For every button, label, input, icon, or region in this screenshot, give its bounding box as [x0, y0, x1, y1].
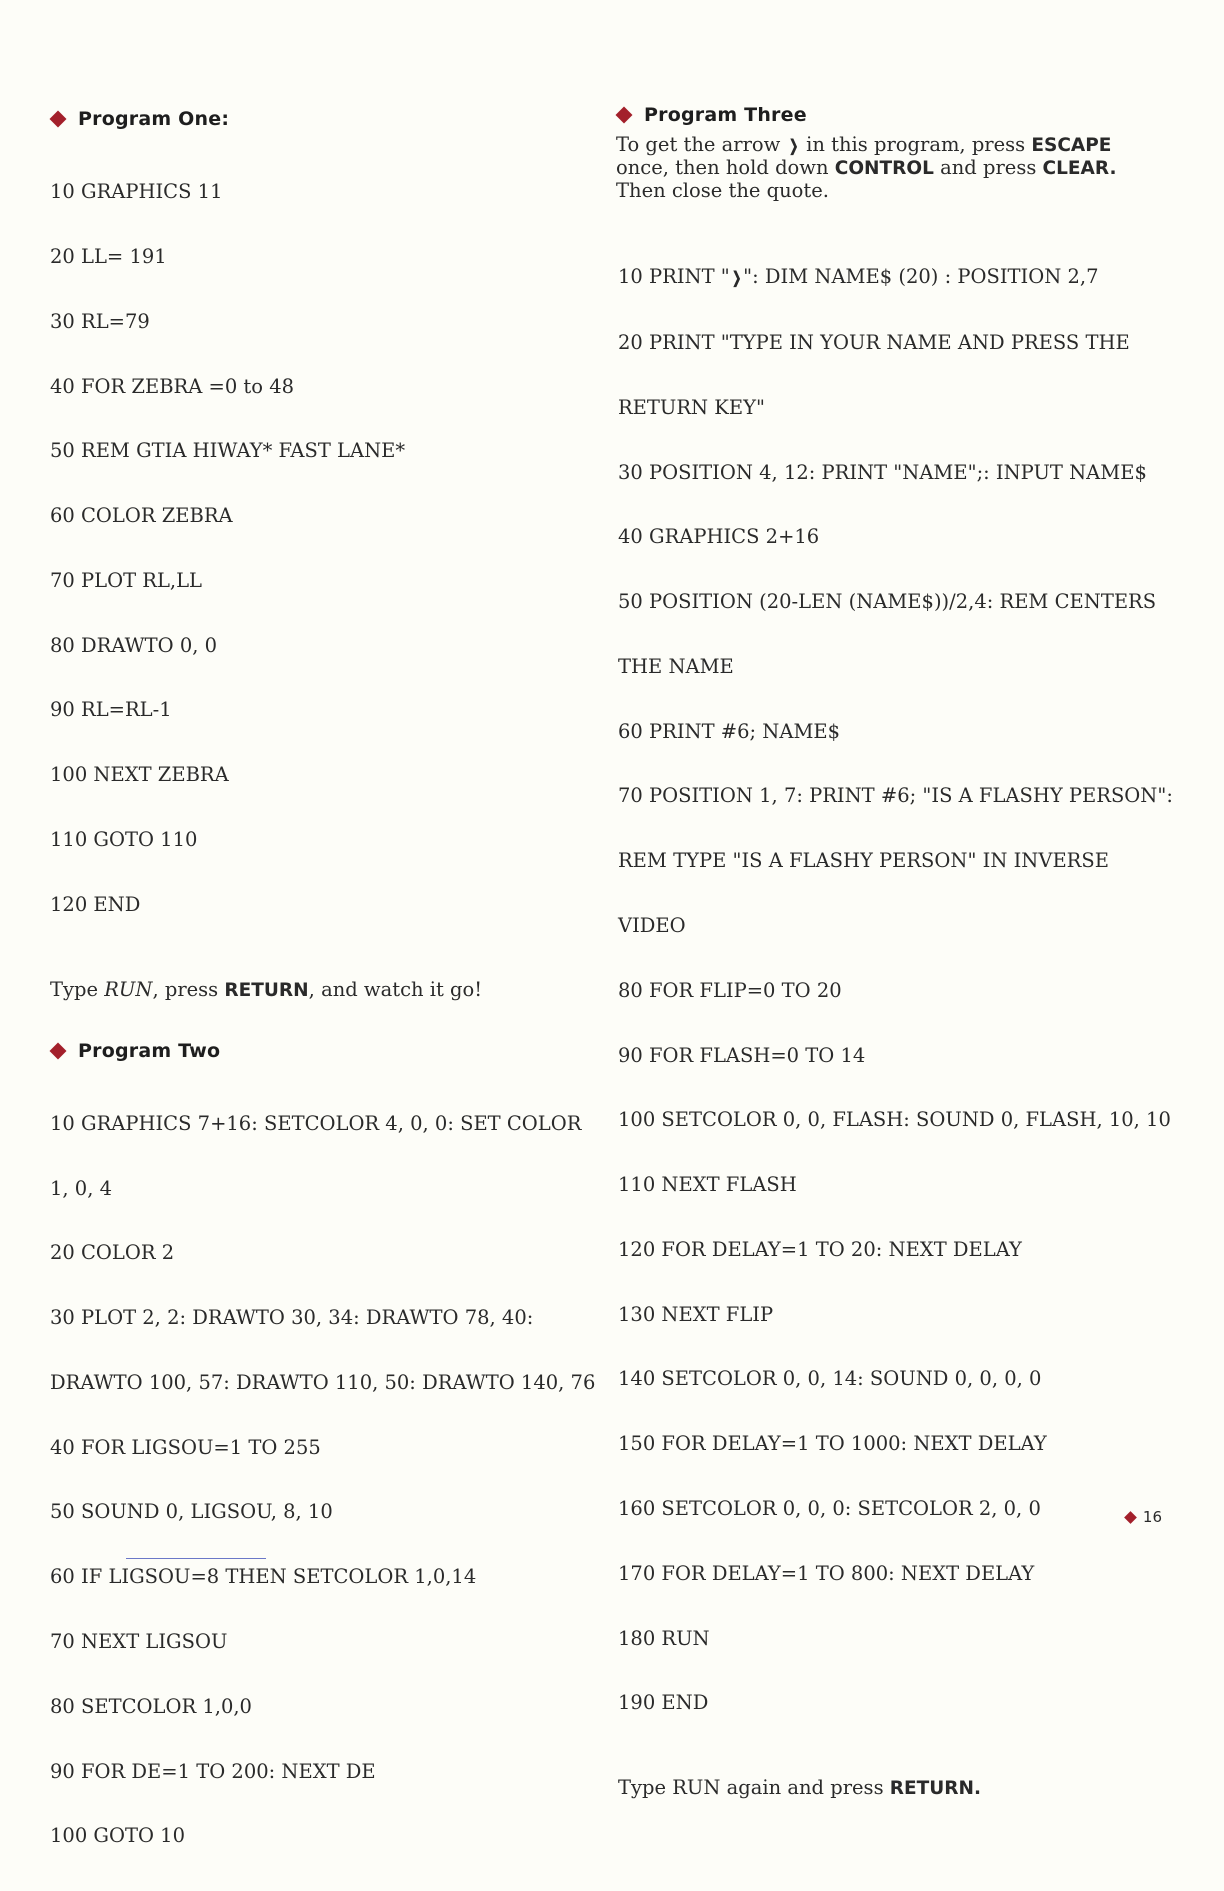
code-line: RETURN KEY": [618, 395, 765, 419]
program-three-intro: [616, 134, 1174, 202]
code-line: 90 RL=RL-1: [50, 698, 172, 722]
code-line: 60 IF LIGSOU=8 THEN SETCOLOR 1,0,14: [50, 1565, 477, 1589]
control-key: CONTROL: [834, 158, 934, 179]
code-line: 110 GOTO 110: [50, 828, 198, 851]
note-text: Type RUN again and press: [618, 1776, 890, 1800]
diamond-bullet-icon: [1124, 1511, 1137, 1524]
code-line: REM TYPE "IS A FLASHY PERSON" IN INVERSE: [618, 849, 1109, 873]
page-number-text: 16: [1142, 1508, 1162, 1526]
left-column: [48, 104, 596, 1890]
program-two-section: [48, 1039, 596, 1891]
diamond-bullet-icon: [616, 107, 633, 124]
escape-key: ESCAPE: [1031, 135, 1112, 156]
code-line: 1, 0, 4: [50, 1176, 113, 1200]
program-three-code: [618, 223, 1174, 1757]
code-line: 20 LL= 191: [50, 244, 167, 268]
footer-rule: [126, 1558, 266, 1559]
code-line: 130 NEXT FLIP: [618, 1302, 774, 1326]
code-line: 70 PLOT RL,LL: [50, 568, 203, 592]
code-line: 40 FOR LIGSOU=1 TO 255: [50, 1435, 321, 1459]
code-line: 90 FOR FLASH=0 TO 14: [618, 1043, 866, 1067]
page-number: [1126, 1508, 1162, 1526]
intro-text: once, then hold down: [616, 156, 835, 179]
program-two-heading: [48, 1040, 588, 1062]
code-text: 10 PRINT ": [618, 265, 730, 289]
note-text: , and watch it go!: [308, 977, 483, 1001]
code-line: 70 POSITION 1, 7: PRINT #6; "IS A FLASHY PERSON":: [618, 784, 1173, 808]
code-line: DRAWTO 100, 57: DRAWTO 110, 50: DRAWTO 140, 76: [50, 1370, 596, 1394]
arrow-icon: ❯: [731, 268, 742, 288]
code-line: 60 COLOR ZEBRA: [50, 504, 233, 528]
code-line: 40 FOR ZEBRA =0 to 48: [50, 374, 295, 398]
program-three-section: [614, 104, 1174, 1800]
code-line: 100 GOTO 10: [50, 1824, 185, 1848]
code-line: 80 DRAWTO 0, 0: [50, 633, 218, 657]
code-line: 50 SOUND 0, LIGSOU, 8, 10: [50, 1500, 333, 1524]
program-one-title: Program One:: [78, 108, 230, 130]
clear-key: CLEAR.: [1042, 158, 1117, 179]
code-line: 50 REM GTIA HIWAY* FAST LANE*: [50, 439, 406, 463]
code-line: 90 FOR DE=1 TO 200: NEXT DE: [50, 1759, 376, 1783]
intro-text: Then close the quote.: [616, 179, 829, 202]
arrow-icon: ❯: [788, 136, 798, 155]
code-line: 70 NEXT LIGSOU: [50, 1630, 228, 1653]
code-line: 120 FOR DELAY=1 TO 20: NEXT DELAY: [618, 1237, 1022, 1261]
code-line: 20 PRINT "TYPE IN YOUR NAME AND PRESS THE: [618, 330, 1130, 354]
note-text: Type: [50, 977, 105, 1001]
code-line: 30 PLOT 2, 2: DRAWTO 30, 34: DRAWTO 78, 40:: [50, 1306, 534, 1330]
program-one-code: [50, 138, 588, 959]
code-line: 150 FOR DELAY=1 TO 1000: NEXT DELAY: [618, 1432, 1047, 1456]
code-line: 80 SETCOLOR 1,0,0: [50, 1694, 252, 1718]
intro-text: in this program, press: [799, 133, 1032, 156]
return-key: RETURN: [224, 979, 309, 1001]
intro-text: To get the arrow: [616, 133, 787, 156]
code-line: THE NAME: [618, 654, 734, 678]
code-line: 180 RUN: [618, 1626, 710, 1650]
return-key: RETURN.: [889, 1778, 982, 1800]
diamond-bullet-icon: [50, 111, 67, 128]
code-line: 100 SETCOLOR 0, 0, FLASH: SOUND 0, FLASH, 10, 10: [618, 1108, 1171, 1132]
code-text: ": DIM NAME$ (20) : POSITION 2,7: [743, 265, 1099, 289]
program-three-note: [618, 1777, 1174, 1800]
program-two-title: Program Two: [78, 1039, 221, 1062]
code-line: 10 GRAPHICS 11: [50, 180, 223, 204]
code-line: 80 FOR FLIP=0 TO 20: [618, 978, 842, 1002]
run-command: RUN: [104, 977, 153, 1001]
note-text: , press: [152, 977, 225, 1001]
code-line: 120 END: [50, 892, 141, 916]
program-three-title: Program Three: [644, 104, 807, 126]
code-line: 100 NEXT ZEBRA: [50, 763, 229, 787]
code-line: 20 COLOR 2: [50, 1241, 175, 1265]
right-column: [614, 104, 1174, 1800]
code-line: 170 FOR DELAY=1 TO 800: NEXT DELAY: [618, 1561, 1035, 1585]
code-line: [618, 266, 1174, 289]
intro-text: and press: [933, 156, 1043, 179]
code-line: 140 SETCOLOR 0, 0, 14: SOUND 0, 0, 0, 0: [618, 1367, 1042, 1391]
program-two-code: [50, 1070, 596, 1891]
program-one-heading: [48, 108, 588, 130]
program-one-note: [50, 979, 588, 1002]
code-line: 110 NEXT FLASH: [618, 1173, 797, 1197]
code-line: 190 END: [618, 1691, 709, 1715]
diamond-bullet-icon: [50, 1042, 67, 1059]
code-line: 160 SETCOLOR 0, 0, 0: SETCOLOR 2, 0, 0: [618, 1497, 1041, 1521]
program-one-section: [48, 108, 588, 1002]
code-line: 30 RL=79: [50, 309, 150, 333]
code-line: 50 POSITION (20-LEN (NAME$))/2,4: REM CENTERS: [618, 590, 1157, 614]
code-line: 60 PRINT #6; NAME$: [618, 719, 841, 743]
code-line: 30 POSITION 4, 12: PRINT "NAME";: INPUT NAME$: [618, 460, 1147, 484]
code-line: 40 GRAPHICS 2+16: [618, 525, 820, 549]
code-line: 10 GRAPHICS 7+16: SETCOLOR 4, 0, 0: SET COLOR: [50, 1111, 582, 1135]
code-line: VIDEO: [618, 914, 686, 937]
program-three-heading: [614, 104, 1174, 126]
